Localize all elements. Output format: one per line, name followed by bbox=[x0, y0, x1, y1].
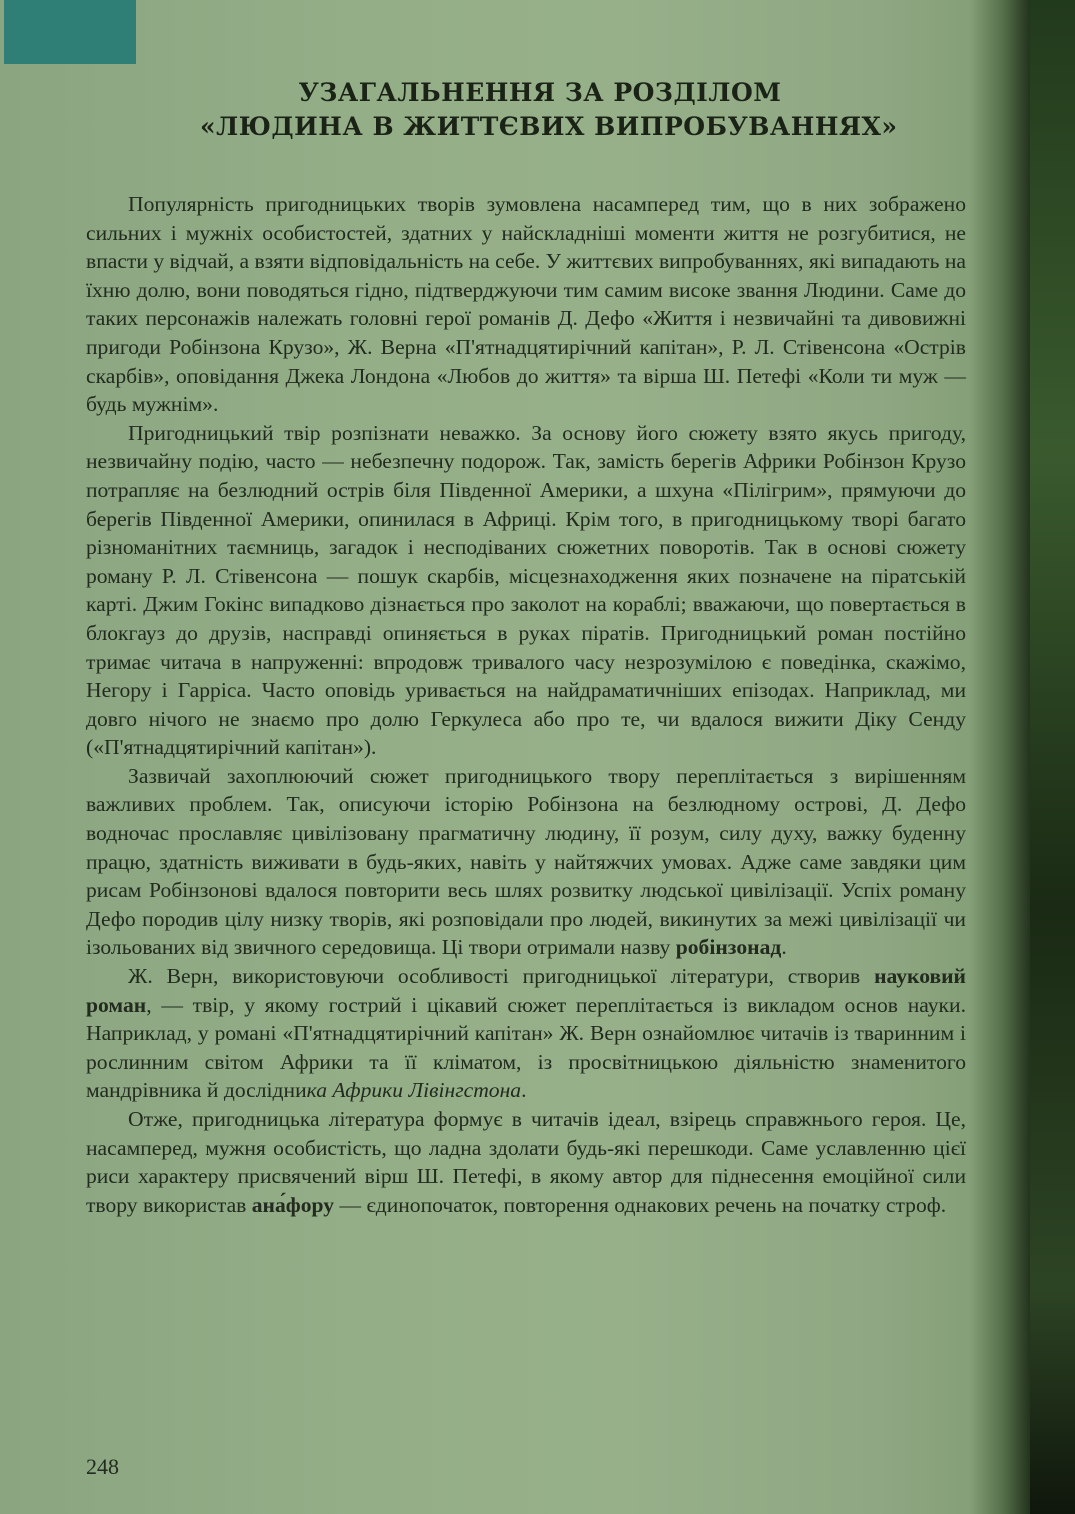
page-number: 248 bbox=[86, 1454, 119, 1479]
paragraph-5 bbox=[86, 1105, 966, 1219]
paragraph-2-text: Пригодницький твір розпізнати неважко. За основу його сюжету взято якусь пригоду, незвичайну подію, часто — небезпечну подорож. Так, замість берегів Африки Робінзон Крузо потрапляє на безлюдний острів біля Південної Америки, а шхуна «Пілігрим», прямуючи до берегів Південної Америки, опинилася в Африці. Крім того, в пригодницькому творі багато різноманітних таємниць, загадок і несподіваних сюжетних поворотів. Так в основі сюжету роману Р. Л. Стівенсона — пошук скарбів, місцезнаходження яких позначене на піратській карті. Джим Гокінс випадково дізнається про заколот на кораблі; вважаючи, що повертається в блокгауз до друзів, насправді опиняється в руках піратів. Пригодницький роман постійно тримає читача в напруженні: впродовж тривалого часу незрозумілою є поведінка, скажімо, Негору і Гарріса. Часто оповідь уривається на найдраматичніших епізодах. Наприклад, ми довго нічого не знаємо про долю Геркулеса або про те, чи вдалося вижити Діку Сенду («П'ятнадцятирічний капітан»). bbox=[86, 420, 966, 760]
paragraph-4-middle: , — твір, у якому гострий і цікавий сюжет переплітається із викладом основ науки. Наприклад, у романі «П'ятнадцятирічний капітан» Ж. Верн ознайомлює читачів із тваринним і рослинним світом Африки та її кліматом, із просвітницькою діяльністю знаменитого мандрівника й дослідни bbox=[86, 992, 966, 1103]
background-strip bbox=[1030, 0, 1075, 1514]
paragraph-2 bbox=[86, 419, 966, 762]
paragraph-1-text: Популярність пригодницьких творів зумовлена насамперед тим, що в них зображено сильних і мужніх особистостей, здатних у найскладніші моменти життя не розгубитися, не впасти у відчай, а взяти відповідальність на себе. У життєвих випробуваннях, які випадають на їхню долю, вони поводяться гідно, підтверджуючи тим самим високе звання Людини. Саме до таких персонажів належать головні герої романів Д. Дефо «Життя і незвичайні та дивовижні пригоди Робінзона Крузо», Ж. Верна «П'ятнадцятирічний капітан», Р. Л. Стівенсона «Острів скарбів», оповідання Джека Лондона «Любов до життя» та вірша Ш. Петефі «Коли ти муж — будь мужнім». bbox=[86, 192, 966, 417]
body-text bbox=[86, 190, 966, 1219]
term-robinsonade: робінзонад bbox=[675, 935, 782, 960]
paragraph-3-text: Зазвичай захоплюючий сюжет пригодницького твору переплітається з вирішенням важливих проблем. Так, описуючи історію Робінзона на безлюдному острові, Д. Дефо водночас прославляє цивілізовану прагматичну людину, її розум, силу духу, важку буденну працю, здатність виживати в будь-яких, навіть у найтяжчих умовах. Адже саме завдяки цим рисам Робінзонові вдалося повторити весь шлях розвитку людської цивілізації. Успіх роману Дефо породив цілу низку творів, які розповідали про людей, викинутих за межі цивілізації чи ізольованих від звичного середовища. Ці твори отримали назву bbox=[86, 763, 966, 960]
paragraph-4 bbox=[86, 962, 966, 1105]
paragraph-1 bbox=[86, 190, 966, 419]
paragraph-4-end: . bbox=[521, 1078, 527, 1103]
paragraph-3-end: . bbox=[781, 935, 787, 960]
paragraph-5-end: — єдинопочаток, повторення однакових речень на початку строф. bbox=[334, 1192, 947, 1217]
paragraph-3 bbox=[86, 762, 966, 962]
section-heading bbox=[200, 76, 898, 144]
corner-color-tab bbox=[4, 0, 136, 64]
term-science-novel: науковий роман bbox=[86, 964, 966, 1017]
heading-line-1: УЗАГАЛЬНЕННЯ ЗА РОЗДІЛОМ bbox=[298, 78, 782, 107]
paragraph-4-text: Ж. Верн, використовуючи особливості пригодницької літератури, створив bbox=[128, 964, 875, 989]
heading-line-2: «ЛЮДИНА В ЖИТТЄВИХ ВИПРОБУВАННЯХ» bbox=[200, 112, 898, 141]
paragraph-5-text: Отже, пригодницька література формує в читачів ідеал, взірець справжнього героя. Це, насамперед, мужня особистість, що ладна здолати будь-які перешкоди. Саме уславленню цієї риси характеру присвячений вірш Ш. Петефі, в якому автор для піднесення емоційної сили твору використав bbox=[86, 1107, 966, 1217]
term-anaphora: ана́фору bbox=[251, 1192, 335, 1217]
page-edge-shadow bbox=[970, 0, 1030, 1514]
paragraph-4-italic: ка Африки Лівінгстона bbox=[306, 1078, 522, 1103]
